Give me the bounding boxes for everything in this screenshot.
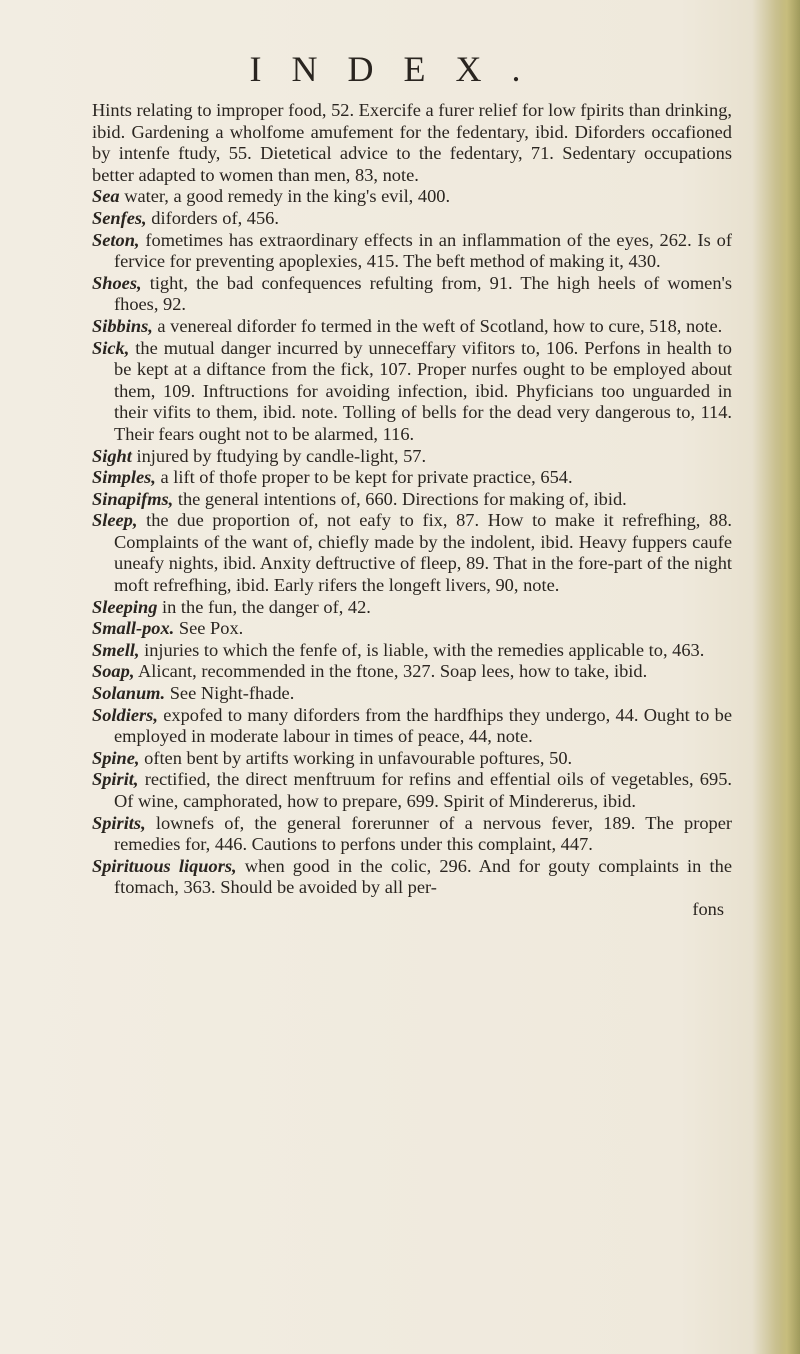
index-entry	[92, 100, 732, 186]
entry-text: See Night-fhade.	[165, 683, 295, 704]
entry-text: injured by ftudying by candle-light, 57.	[131, 445, 427, 466]
entry-text: lownefs of, the general forerunner of a nervous fever, 189. The proper remedies for, 446. Cautions to perfons under this complaint, 447.	[114, 812, 732, 855]
index-entry	[92, 705, 732, 748]
entry-headword: Smell,	[92, 639, 140, 660]
entry-text: injuries to which the fenfe of, is liable, with the remedies applicable to, 463.	[139, 639, 705, 660]
index-entry	[92, 273, 732, 316]
entry-headword: Spirituous liquors,	[92, 855, 237, 876]
index-entry	[92, 230, 732, 273]
entry-text: when good in the colic, 296. And for gouty complaints in the ftomach, 363. Should be avoided by all per-	[114, 855, 732, 898]
catchword: fons	[692, 898, 724, 919]
index-entry	[92, 683, 732, 705]
index-entry	[92, 856, 732, 899]
entry-headword: Sight	[92, 445, 132, 466]
entry-headword: Soap,	[92, 661, 135, 682]
index-entry	[92, 769, 732, 812]
index-entry	[92, 748, 732, 770]
index-entry	[92, 446, 732, 468]
index-content	[92, 100, 732, 921]
entry-headword: Sea	[92, 186, 120, 207]
entry-text: a lift of thofe proper to be kept for private practice, 654.	[155, 467, 573, 488]
entry-text: diforders of, 456.	[146, 207, 279, 228]
entry-headword: Spine,	[92, 747, 140, 768]
entry-headword: Sick,	[92, 337, 130, 358]
entry-headword: Sleep,	[92, 510, 138, 531]
entry-headword: Solanum.	[92, 683, 166, 704]
entry-headword: Soldiers,	[92, 704, 158, 725]
index-entry	[92, 467, 732, 489]
index-entry	[92, 618, 732, 640]
entry-headword: Shoes,	[92, 272, 142, 293]
entry-headword: Seton,	[92, 229, 140, 250]
entry-headword: Sleeping	[92, 596, 158, 617]
page-edge	[778, 0, 800, 1354]
entry-text: water, a good remedy in the king's evil, 400.	[119, 186, 451, 207]
index-entry	[92, 208, 732, 230]
index-entry	[92, 640, 732, 662]
entry-headword: Simples,	[92, 467, 156, 488]
entry-text: the general intentions of, 660. Directions for making of, ibid.	[173, 488, 627, 509]
index-entry	[92, 510, 732, 596]
entry-headword: Sibbins,	[92, 315, 153, 336]
entry-text: rectified, the direct menftruum for refins and effential oils of vegetables, 695. Of wine, camphorated, how to prepare, 699. Spirit of Mindererus, ibid.	[114, 769, 732, 811]
entry-text: Alicant, recommended in the ftone, 327. Soap lees, how to take, ibid.	[134, 661, 648, 682]
entry-headword: Sinapifms,	[92, 488, 174, 509]
index-entry	[92, 597, 732, 619]
entry-headword: Small-pox.	[92, 618, 175, 639]
index-entry	[92, 661, 732, 683]
entry-text: the due proportion of, not eafy to fix, 87. How to make it refrefhing, 88. Complaints of the want of, chiefly made by the indolent, ibid. Heavy fuppers caufe uneafy nights, ibid. Anxity deftructive of fleep, 89. That in the fore-part of the night moft refrefhing, ibid. Early rifers the longeft livers, 90, note.	[114, 510, 732, 596]
index-entry	[92, 813, 732, 856]
index-entry	[92, 489, 732, 511]
page-title: INDEX.	[249, 49, 551, 89]
entry-text: fometimes has extraordinary effects in an inflammation of the eyes, 262. Is of fervice for preventing apoplexies, 415. The beft method of making it, 430.	[114, 229, 732, 272]
index-entry	[92, 338, 732, 446]
entry-text: the mutual danger incurred by unneceffary vifitors to, 106. Perfons in health to be kept at a diftance from the fick, 107. Proper nurfes ought to be employed about them, 109. Inftructions for avoiding infection, ibid. Phyficians too unguarded in their vifits to them, ibid. note. Tolling of bells for the dead very dangerous to, 114. Their fears ought not to be alarmed, 116.	[114, 337, 732, 444]
entry-text: tight, the bad confequences refulting from, 91. The high heels of women's fhoes, 92.	[114, 272, 732, 315]
index-entry	[92, 316, 732, 338]
entry-text: See Pox.	[174, 618, 244, 639]
entry-text: a venereal diforder fo termed in the weft of Scotland, how to cure, 518, note.	[152, 315, 723, 336]
entry-text: expofed to many diforders from the hardfhips they undergo, 44. Ought to be employed in moderate labour in times of peace, 44, note.	[114, 704, 732, 747]
entry-text: in the fun, the danger of, 42.	[157, 596, 371, 617]
entry-headword: Spirit,	[92, 769, 139, 790]
entry-text: often bent by artifts working in unfavourable poftures, 50.	[139, 747, 573, 768]
entry-headword: Spirits,	[92, 812, 146, 833]
entry-text: Hints relating to improper food, 52. Exercife a furer relief for low fpirits than drinking, ibid. Gardening a wholfome amufement for the fedentary, ibid. Diforders occafioned by intenfe ftudy, 55. Dietetical advice to the fedentary, 71. Sedentary occupations better adapted to women than men, 83, note.	[92, 100, 732, 185]
entry-headword: Senfes,	[92, 207, 147, 228]
index-entry	[92, 186, 732, 208]
